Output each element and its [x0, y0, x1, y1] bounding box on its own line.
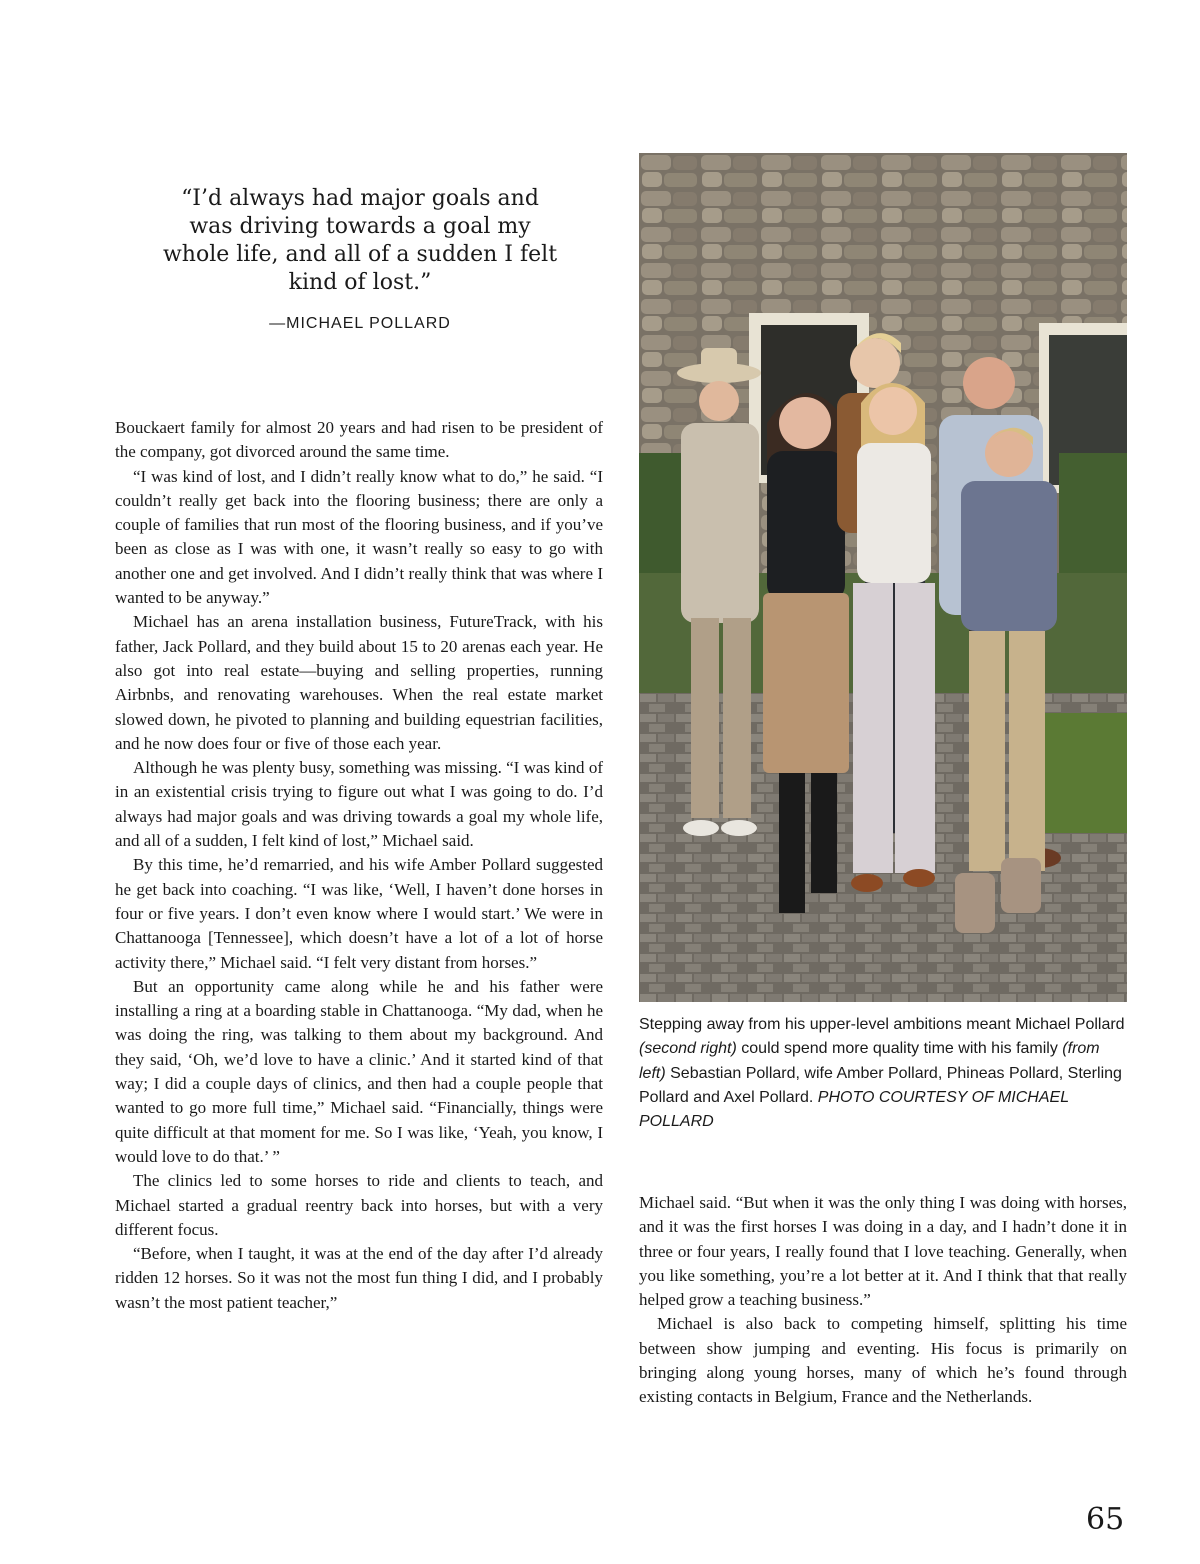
paragraph: Michael said. “But when it was the only thing I was doing with horses, and it was the first horses I was doing in a day, and I hadn’t done it in three or four years, I really found that I love teaching. Generally, when you like something, you’re a lot better at it. And I think that that really helped grow a teaching business.” [639, 1193, 1127, 1310]
caption-text: could spend more quality time with his family [736, 1040, 1063, 1058]
photo-caption [639, 1013, 1127, 1134]
paragraph: Michael is also back to competing himself, splitting his time between show jumping and eventing. His focus is primarily on bringing along young horses, many of which he’s found through existing contacts in Belgium, France and the Netherlands. [639, 1314, 1127, 1407]
caption-text: Stepping away from his upper-level ambitions meant Michael Pollard [639, 1016, 1125, 1033]
right-column [639, 1191, 1127, 1410]
paragraph: Michael has an arena installation business, FutureTrack, with his father, Jack Pollard, and they build about 15 to 20 arenas each year. He also got into real estate—buying and selling properties, running Airbnbs, and renovating warehouses. When the real estate market slowed down, he pivoted to planning and building equestrian facilities, and he now does four or five of those each year. [115, 612, 603, 753]
caption-emphasis: (second right) [639, 1040, 737, 1058]
paragraph: “Before, when I taught, it was at the end of the day after I’d already ridden 12 horses. So it was not the most fun thing I did, and I probably wasn’t the most patient teacher,” [115, 1244, 603, 1312]
left-column [115, 416, 603, 1315]
paragraph: Bouckaert family for almost 20 years and had risen to be president of the company, got divorced around the same time. [115, 418, 603, 462]
caption-text: Sebastian Pollard, wife Amber Pollard, Phineas Pollard, Sterling Pollard and Axel Pollard. [639, 1064, 1122, 1106]
family-photo [639, 153, 1127, 1002]
pull-quote [160, 185, 560, 333]
caption-emphasis: (from left) [639, 1040, 1100, 1082]
paragraph: The clinics led to some horses to ride and clients to teach, and Michael started a gradual reentry back into horses, but with a very different focus. [115, 1171, 603, 1239]
paragraph: By this time, he’d remarried, and his wife Amber Pollard suggested he get back into coaching. “I was like, ‘Well, I haven’t done horses in four or five years. I don’t even know where I would start.’ We were in Chattanooga [Tennessee], which doesn’t have a lot of a lot of horse activity there,” Michael said. “I felt very distant from horses.” [115, 855, 603, 972]
photo-credit: PHOTO COURTESY OF MICHAEL POLLARD [639, 1088, 1069, 1131]
paragraph: But an opportunity came along while he and his father were installing a ring at a boarding stable in Chattanooga. “My dad, when he was doing the ring, was talking to them about my background. And they said, ‘Oh, we’d love to have a clinic.’ And it started kind of that way; I did a couple days of clinics, and then had a couple people that wanted to go more full time,” Michael said. “Financially, things were quite difficult at that moment for me. So I was like, ‘Yeah, you know, I would love to do that.’ ” [115, 976, 603, 1166]
pull-quote-attribution: —MICHAEL POLLARD [269, 315, 451, 332]
paragraph: Although he was plenty busy, something was missing. “I was kind of in an existential crisis trying to figure out what I was going to do. I’d always had major goals and was driving towards a goal my whole life, and all of a sudden, I felt kind of lost,” Michael said. [115, 758, 603, 851]
pull-quote-text: “I’d always had major goals and was driving towards a goal my whole life, and all of a sudden I felt kind of lost.” [162, 186, 558, 295]
page-number: 65 [1086, 1502, 1125, 1537]
paragraph: “I was kind of lost, and I didn’t really know what to do,” he said. “I couldn’t really get back into the flooring business; there are only a couple of families that run most of the flooring business, and if you’ve been as close as I was with one, it wasn’t really so easy to go with another one and get involved. And I didn’t really think that was where I wanted to be anyway.” [115, 466, 603, 608]
